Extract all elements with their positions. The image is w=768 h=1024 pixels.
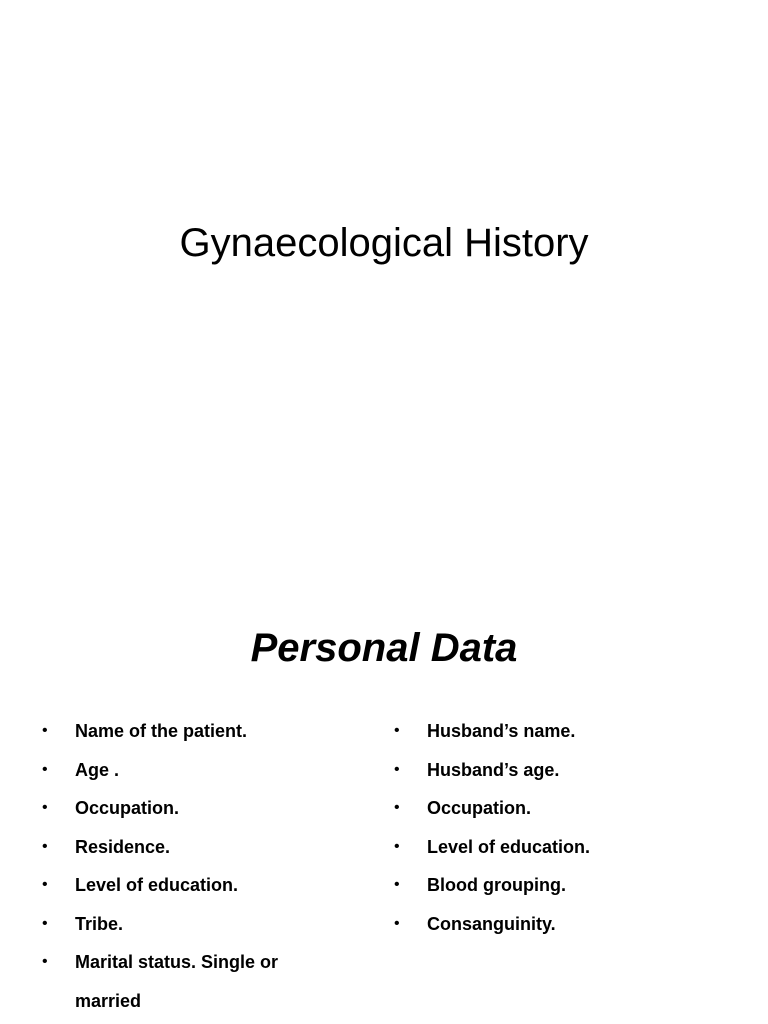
- list-item-text: Husband’s name.: [427, 721, 576, 741]
- list-item-text: Husband’s age.: [427, 759, 560, 780]
- list-item: [40, 866, 340, 905]
- list-item-text: Occupation.: [75, 798, 180, 818]
- list-item-text: Occupation.: [427, 798, 532, 818]
- list-item: [40, 905, 340, 944]
- list-item-text: Consanguinity.: [427, 913, 556, 934]
- bullet-icon: •: [42, 876, 48, 893]
- list-item: [40, 828, 340, 867]
- bullet-icon: •: [394, 876, 400, 893]
- left-bullet-list: [40, 712, 340, 1020]
- list-item-text: Age .: [75, 759, 120, 780]
- list-item-text: Tribe.: [75, 913, 124, 934]
- list-item: [40, 751, 340, 790]
- bullet-icon: •: [42, 760, 48, 778]
- bullet-icon: •: [394, 837, 400, 855]
- list-item-text: Name of the patient.: [75, 721, 248, 741]
- bullet-icon: •: [394, 914, 400, 932]
- list-item: [40, 943, 340, 1020]
- list-item: [40, 712, 340, 751]
- list-item: [392, 866, 722, 905]
- bullet-icon: •: [42, 914, 48, 932]
- slide-title: Gynaecological History: [179, 221, 589, 265]
- right-bullet-list: [392, 712, 722, 943]
- list-item: [392, 751, 722, 790]
- list-item-text: Blood grouping.: [427, 875, 566, 895]
- bullet-icon: •: [42, 722, 48, 739]
- list-item: [40, 789, 340, 828]
- list-item: [392, 828, 722, 867]
- list-item-text: Level of education.: [75, 875, 239, 895]
- bullet-icon: •: [394, 760, 400, 778]
- bullet-icon: •: [42, 837, 48, 855]
- bullet-icon: •: [42, 799, 48, 816]
- list-item-text: Marital status. Single or married: [75, 952, 279, 1011]
- bullet-icon: •: [42, 953, 48, 970]
- list-item-text: Level of education.: [427, 836, 591, 857]
- section-heading-personal-data: Personal Data: [250, 626, 518, 670]
- list-item: [392, 712, 722, 751]
- list-item-text: Residence.: [75, 836, 171, 857]
- bullet-icon: •: [394, 799, 400, 816]
- list-item: [392, 789, 722, 828]
- list-item: [392, 905, 722, 944]
- bullet-icon: •: [394, 722, 400, 739]
